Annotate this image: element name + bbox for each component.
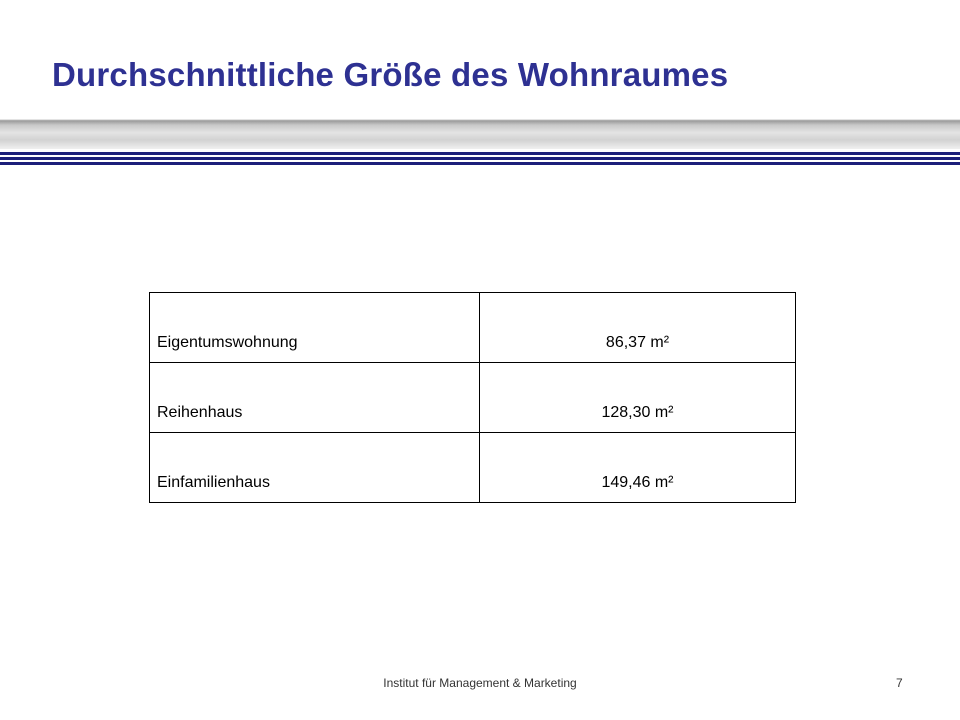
title-underline-gray-bar <box>0 119 960 149</box>
title-underline-blue-rule <box>0 162 960 165</box>
title-underline-blue-rule <box>0 157 960 160</box>
title-underline-blue-rule <box>0 152 960 155</box>
row-value: 128,30 m² <box>480 363 796 433</box>
table-row <box>150 363 796 433</box>
living-space-table <box>149 292 796 503</box>
table-row <box>150 293 796 363</box>
footer-institution: Institut für Management & Marketing <box>383 676 577 690</box>
row-value: 86,37 m² <box>480 293 796 363</box>
row-label: Einfamilienhaus <box>150 433 480 503</box>
row-label: Eigentumswohnung <box>150 293 480 363</box>
table-row <box>150 433 796 503</box>
page-number: 7 <box>896 676 903 690</box>
row-label: Reihenhaus <box>150 363 480 433</box>
row-value: 149,46 m² <box>480 433 796 503</box>
slide-title: Durchschnittliche Größe des Wohnraumes <box>52 56 729 93</box>
